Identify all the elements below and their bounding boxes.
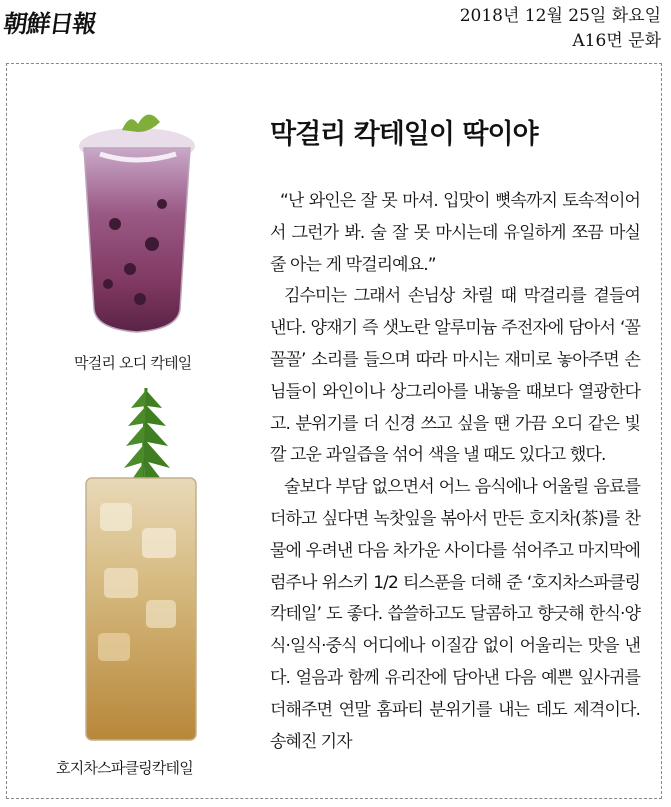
hojicha-cocktail-photo xyxy=(76,378,206,750)
photo-caption: 막걸리 오디 칵테일 xyxy=(74,354,192,372)
photo-caption: 호지차스파클링칵테일 xyxy=(56,759,193,777)
article-headline: 막걸리 칵테일이 딱이야 xyxy=(270,119,538,150)
article-paragraph: 김수미는 그래서 손님상 차릴 때 막걸리를 곁들여 낸다. 양재기 즉 샛노란 알루미늄 주전자에 담아서 ‘꼴꼴꼴’ 소리를 들으며 따라 마시는 재미로 놓아주면 손님들이 와인이나 상그리아를 내놓을 때보다 열광한다고. 분위기를 더 신경 쓰고 싶을 땐 가끔 오디 같은 빛깔 고운 과일즙을 섞어 색을 낼 때도 있다고 했다. xyxy=(270,286,640,466)
article-paragraph xyxy=(270,472,640,758)
dateline xyxy=(460,4,661,54)
article-paragraph: “난 와인은 잘 못 마셔. 입맛이 뼛속까지 토속적이어서 그런가 봐. 술 잘 못 마시는데 유일하게 쪼끔 마실 줄 아는 게 막걸리예요.” xyxy=(270,191,640,275)
publication-date: 2018년 12월 25일 화요일 xyxy=(459,6,661,26)
masthead-logo: 朝鮮日報 xyxy=(1,9,98,38)
paragraph-text: 술보다 부담 없으면서 어느 음식에나 어울릴 음료를 더하고 싶다면 녹찻잎을 볶아서 만든 호지차(茶)를 찬물에 우려낸 다음 차가운 사이다를 섞어주고 마지막에 럼주나 위스키 1/2 티스푼을 더해 준 ‘호지차스파클링칵테일’ 도 좋다. 씁쓸하고도 달콤하고 향긋해 한식·양식·일식·중식 어디에나 이질감 없이 어울리는 맛을 낸다. 얼음과 함께 유리잔에 담아낸 다음 예쁜 잎사귀를 더해주면 연말 홈파티 분위기를 내는 데도 제격이다. xyxy=(270,477,640,720)
page-section: A16면 문화 xyxy=(572,31,661,51)
article-body xyxy=(270,186,640,758)
byline: 송혜진 기자 xyxy=(270,731,352,752)
makgeolli-cocktail-photo xyxy=(70,104,205,347)
